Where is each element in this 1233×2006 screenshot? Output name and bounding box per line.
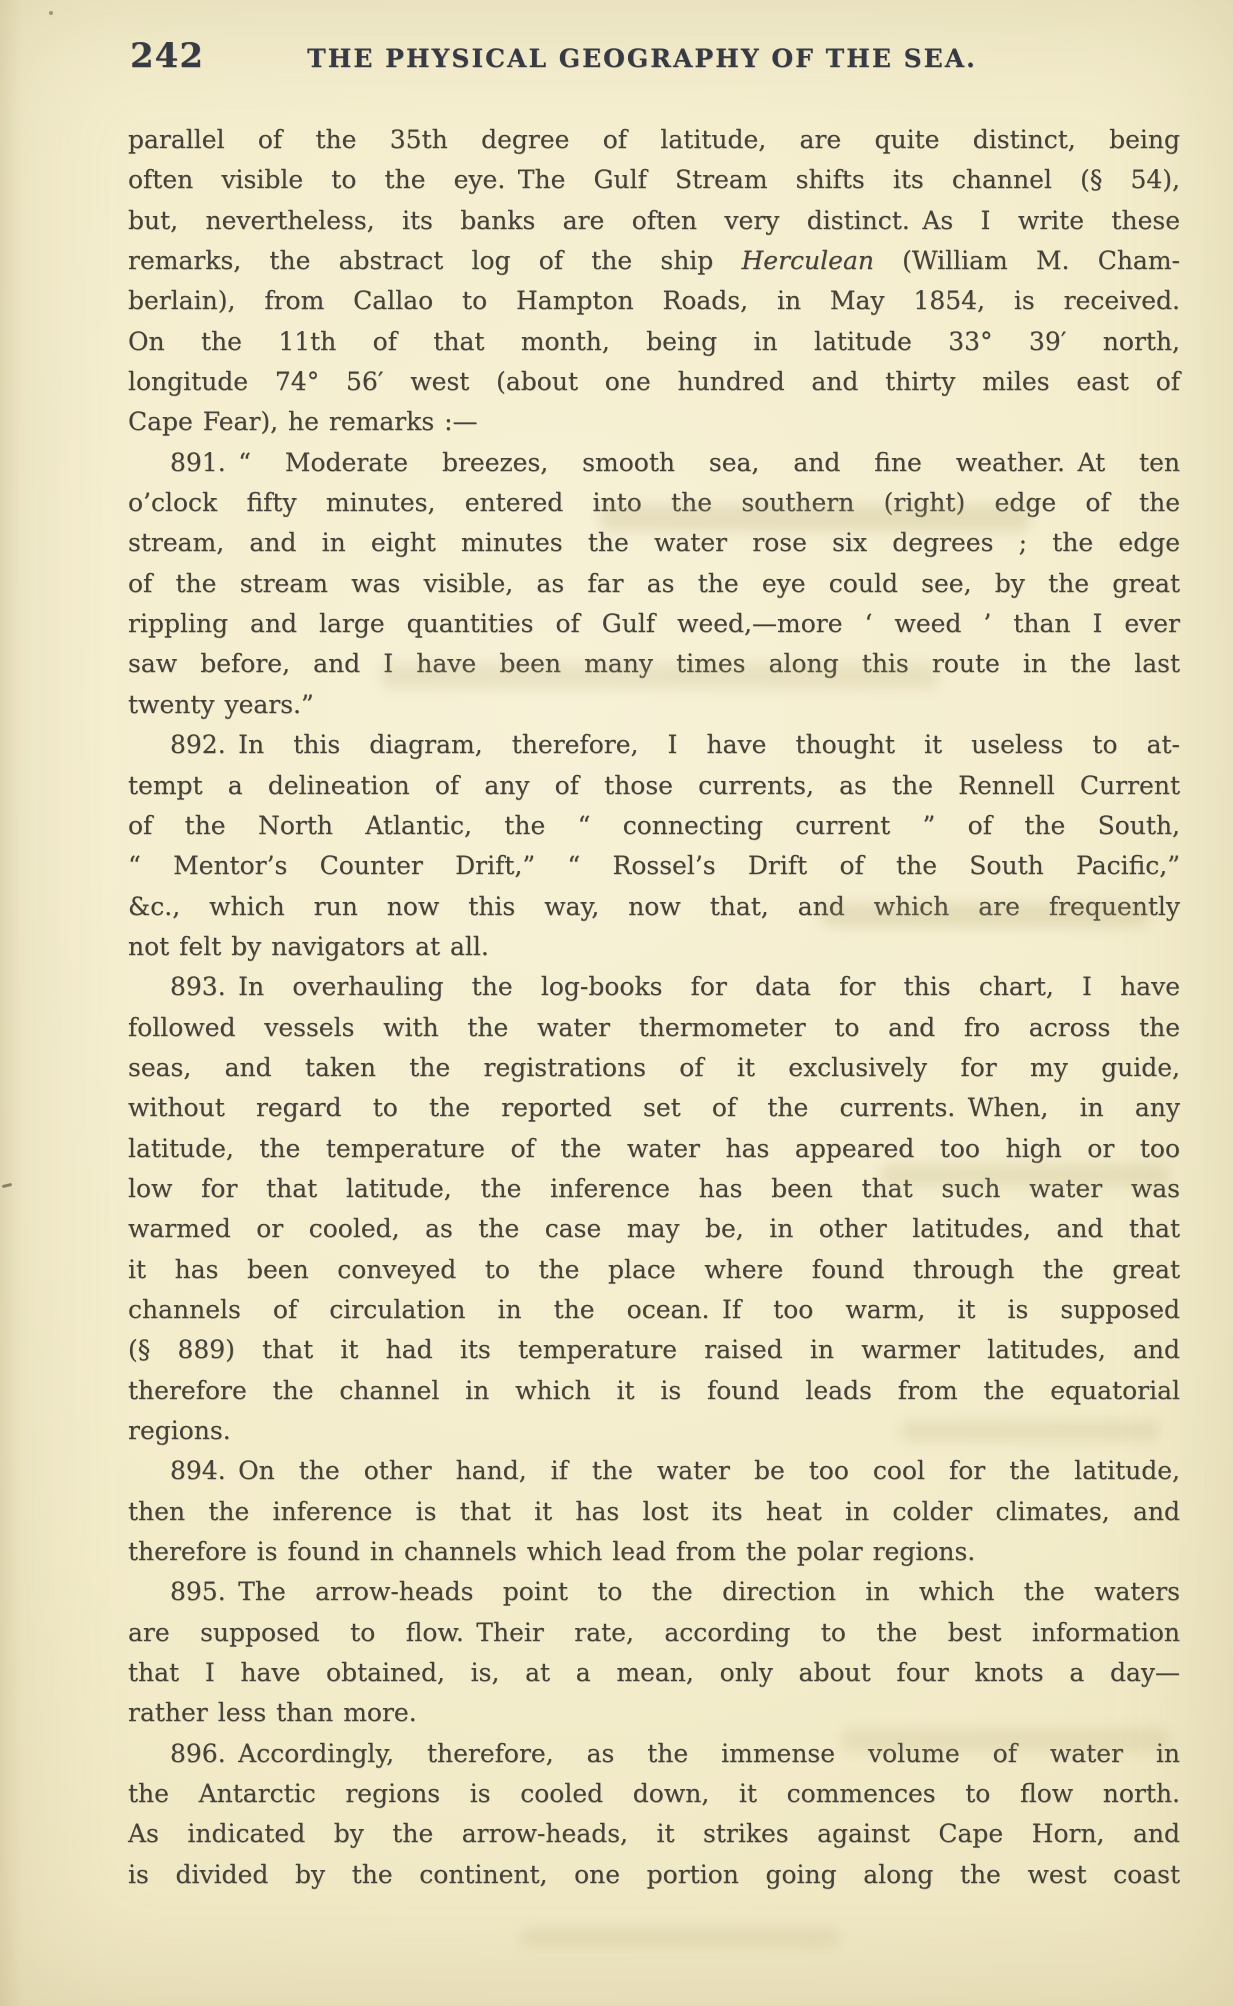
text-line: channels of circulation in the ocean. If too warm, it is supposed (128, 1294, 1180, 1324)
text-line: 892. In this diagram, therefore, I have thought it useless to at- (170, 730, 1180, 760)
ink-speck (2, 1183, 12, 1188)
text-line: followed vessels with the water thermometer to and fro across the (128, 1012, 1180, 1042)
text-line: &c., which run now this way, now that, and which are frequently (128, 891, 1180, 921)
text-line: longitude 74° 56′ west (about one hundred and thirty miles east of (128, 367, 1180, 397)
text-line: of the North Atlantic, the “ connecting current ” of the South, (128, 810, 1180, 840)
ship-name-italic: Herculean (741, 246, 874, 276)
text-line (128, 241, 1180, 281)
text-line: therefore the channel in which it is found leads from the equatorial (128, 1375, 1180, 1405)
text-line: berlain), from Callao to Hampton Roads, in May 1854, is received. (128, 286, 1180, 316)
text-line: 893. In overhauling the log-books for data for this chart, I have (170, 972, 1180, 1002)
text-segment: remarks, the abstract log of the ship (128, 246, 742, 276)
running-title: THE PHYSICAL GEOGRAPHY OF THE SEA. (307, 44, 977, 73)
text-line: 895. The arrow-heads point to the direction in which the waters (170, 1577, 1180, 1607)
text-line: are supposed to flow. Their rate, according to the best information (128, 1617, 1180, 1647)
text-line: o’clock fifty minutes, entered into the southern (right) edge of the (128, 488, 1180, 518)
text-line: it has been conveyed to the place where found through the great (128, 1254, 1180, 1284)
page-header (128, 28, 1180, 76)
text-line: twenty years.” (128, 689, 314, 719)
page-number: 242 (130, 36, 204, 76)
show-through-smudge (520, 1928, 840, 1948)
text-line: the Antarctic regions is cooled down, it commences to flow north. (128, 1779, 1180, 1809)
text-line: latitude, the temperature of the water has appeared too high or too (128, 1133, 1180, 1163)
text-line: 896. Accordingly, therefore, as the immense volume of water in (170, 1738, 1180, 1768)
text-line: On the 11th of that month, being in latitude 33° 39′ north, (128, 326, 1180, 356)
text-line: not felt by navigators at all. (128, 931, 489, 961)
text-line: rippling and large quantities of Gulf weed,—more ‘ weed ’ than I ever (128, 609, 1180, 639)
text-line: tempt a delineation of any of those currents, as the Rennell Current (128, 770, 1180, 800)
text-line: regions. (128, 1416, 231, 1445)
text-segment: (William M. Cham- (873, 246, 1180, 276)
text-line: often visible to the eye. The Gulf Stream shifts its channel (§ 54), (128, 165, 1180, 195)
text-line: stream, and in eight minutes the water rose six degrees ; the edge (128, 528, 1180, 558)
text-line: of the stream was visible, as far as the eye could see, by the great (128, 568, 1180, 598)
text-line: seas, and taken the registrations of it exclusively for my guide, (128, 1052, 1180, 1082)
text-line: 891. “ Moderate breezes, smooth sea, and fine weather. At ten (170, 447, 1180, 477)
text-line: Cape Fear), he remarks :— (128, 407, 478, 437)
text-line: “ Mentor’s Counter Drift,” “ Rossel’s Drift of the South Pacific,” (128, 851, 1180, 881)
text-line: then the inference is that it has lost its heat in colder climates, and (128, 1496, 1180, 1526)
text-line: saw before, and I have been many times along this route in the last (128, 649, 1180, 679)
page-edge-shading (0, 0, 22, 2006)
text-line: As indicated by the arrow-heads, it strikes against Cape Horn, and (128, 1819, 1180, 1849)
text-line: rather less than more. (128, 1698, 417, 1728)
text-line: is divided by the continent, one portion going along the west coast (128, 1859, 1180, 1889)
ink-speck (49, 11, 53, 15)
text-line: parallel of the 35th degree of latitude, are quite distinct, being (128, 125, 1180, 154)
text-line: without regard to the reported set of the currents. When, in any (128, 1093, 1180, 1123)
page-body (128, 120, 1180, 1895)
text-line: (§ 889) that it had its temperature raised in warmer latitudes, and (128, 1335, 1180, 1365)
text-line: warmed or cooled, as the case may be, in other latitudes, and that (128, 1214, 1180, 1244)
text-line: 894. On the other hand, if the water be too cool for the latitude, (170, 1456, 1180, 1486)
text-line: low for that latitude, the inference has been that such water was (128, 1173, 1180, 1203)
text-line: but, nevertheless, its banks are often very distinct. As I write these (128, 205, 1180, 235)
text-line: therefore is found in channels which lead from the polar regions. (128, 1537, 976, 1567)
text-line: that I have obtained, is, at a mean, only about four knots a day— (128, 1658, 1180, 1688)
